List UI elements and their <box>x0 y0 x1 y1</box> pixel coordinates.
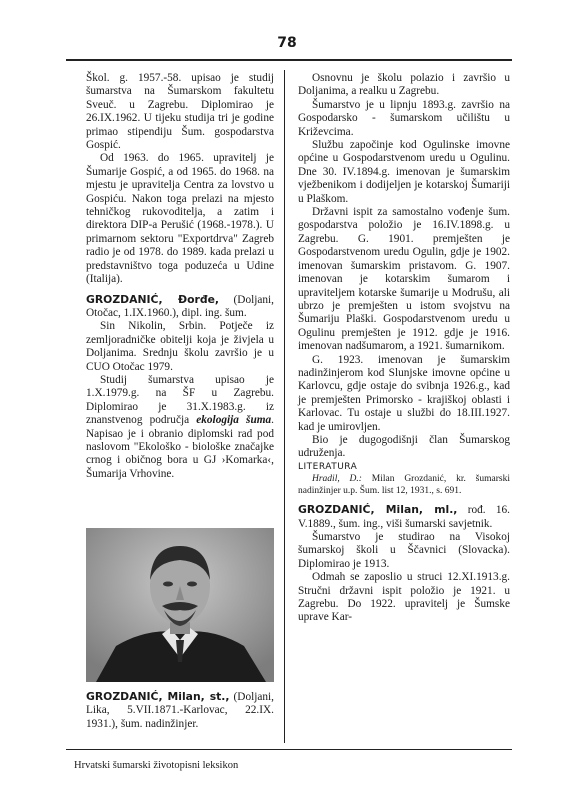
literature-title: LITERATURA <box>298 461 358 472</box>
header-rule <box>66 59 512 61</box>
right-column <box>298 72 510 625</box>
right-paragraph-8: Odmah se zaposlio u struci 12.XI.1913.g. Stručni državni ispit položio je 1921. u Zagrebu. Do 1922. upravitelj je Šumske uprave Kar- <box>298 571 510 624</box>
right-paragraph-1: Osnovnu je školu polazio i završio u Doljanima, a realku u Zagrebu. <box>298 72 510 98</box>
column-divider <box>284 70 285 743</box>
right-paragraph-7: Šumarstvo je studirao na Visokoj šumarskoj školi u Ščavnici (Slovacka). Diplomirao je 1913. <box>298 531 510 570</box>
entry-heading: GROZDANIĆ, Đorđe, <box>86 292 219 306</box>
entry-details: (Doljani, Lika, 5.VII.1871.-Karlovac, 22.IX. 1931.), šum. nadinžinjer. <box>86 691 275 730</box>
left-paragraph-4: Studij šumarstva upisao je 1.X.1979.g. na ŠF u Zagrebu. Diplomirao je 31.X.1983.g. iz znanstvenog područja ekologija šuma. Napisao je i obranio diplomski rad pod naslovom "Ekološko - biološke značajke crnog i običnog bora u GJ ›Komarka‹, Šumarija Vrhovine. <box>86 373 274 480</box>
left-column-bottom <box>86 690 274 731</box>
footer-title: Hrvatski šumarski životopisni leksikon <box>74 760 239 771</box>
page-number: 78 <box>277 35 297 51</box>
entry-details: rođ. 16. V.1889., šum. ing., viši šumarski savjetnik. <box>298 504 510 530</box>
emphasis-text: ekologija šuma <box>196 414 272 427</box>
right-paragraph-3: Službu započinje kod Ogulinske imovne općine u Gospodarstvenom uredu u Ogulinu. Dne 30. IV.1894.g. imenovan je šumarskim vježbenikom i dodijeljen je kotarskoj Šumariji u Plaškom. <box>298 139 510 205</box>
right-paragraph-6: Bio je dugogodišnji član Šumarskog udruženja. <box>298 433 510 460</box>
left-column <box>86 72 274 481</box>
literature-author: Hradil, D.: <box>312 474 362 485</box>
right-paragraph-2: Šumarstvo je u lipnju 1893.g. završio na Gospodarsko - šumarskom učilištu u Križevcima. <box>298 98 510 138</box>
left-paragraph-1: Škol. g. 1957.-58. upisao je studij šumarstva na Šumarskom fakultetu Sveuč. u Zagrebu. Diplomirao je 26.IX.1962. U tijeku studija tri je godine primao stipendiju Šum. gospodarstva Gospić. <box>86 72 274 152</box>
left-paragraph-2: Od 1963. do 1965. upravitelj je Šumarije Gospić, a od 1965. do 1968. na mjestu je upravitelja Centra za lovstvo u Gospiću. Nakon toga prelazi na mjesto tehničkog rukovoditelja, a zatim i direktora DIP-a Perušić (1968.-1978.). U primarnom sektoru "Exportdrva" Zagreb radio je od 1978. do 1989. kada prelazi u predstavništvo toga poduzeća u Udine (Italija). <box>86 152 274 286</box>
portrait-photo <box>86 528 274 682</box>
entry-heading: GROZDANIĆ, Milan, st., <box>86 690 230 703</box>
entry-grozdanic-dorde <box>86 293 274 321</box>
footer-rule <box>66 749 512 750</box>
entry-grozdanic-milan-ml <box>298 503 510 531</box>
literature-text: Hradil, D.: Milan Grozdanić, kr. šumarski nadinžinjer u.p. Šum. list 12, 1931., s. 691. <box>298 474 510 496</box>
right-paragraph-4: Državni ispit za samostalno vođenje šum. gospodarstva položio je 16.IV.1898.g. u Zagrebu. G. 1901. premješten je Gospodarstvenom uredu Ogulin, gdje je 1902. imenovan šumarskim pristavom. G. 1907. imenovan je kotarskim šumarom i upraviteljem kotarske šumarije u Modrušu, ali ubrzo je premješten u istom svojstvu na Šumariju Plaški. Gospodarstvenom uredu u Ogulinu premješten je 1912. gdje je 1916. imenovan nadšumarom, a 1921. šumarnikom. <box>298 206 510 353</box>
entry-grozdanic-milan-st <box>86 690 274 731</box>
left-paragraph-3: Sin Nikolin, Srbin. Potječe iz zemljoradničke obitelji koja je živjela u Doljanima. Srednju školu završio je u CUO Otočac 1979. <box>86 320 274 373</box>
right-paragraph-5: G. 1923. imenovan je šumarskim nadinžinjerom kod Slunjske imovne općine u Karlovcu, gdje ostaje do svibnja 1926.g., kad je premješten Primorsko - krajiškoj oblasti i Karlovac. Tu ostaje u službi do 18.III.1927. kad je umirovljen. <box>298 353 510 433</box>
entry-heading: GROZDANIĆ, Milan, ml., <box>298 503 458 517</box>
entry-details: (Doljani, Otočac, 1.IX.1960.), dipl. ing. šum. <box>86 293 275 319</box>
